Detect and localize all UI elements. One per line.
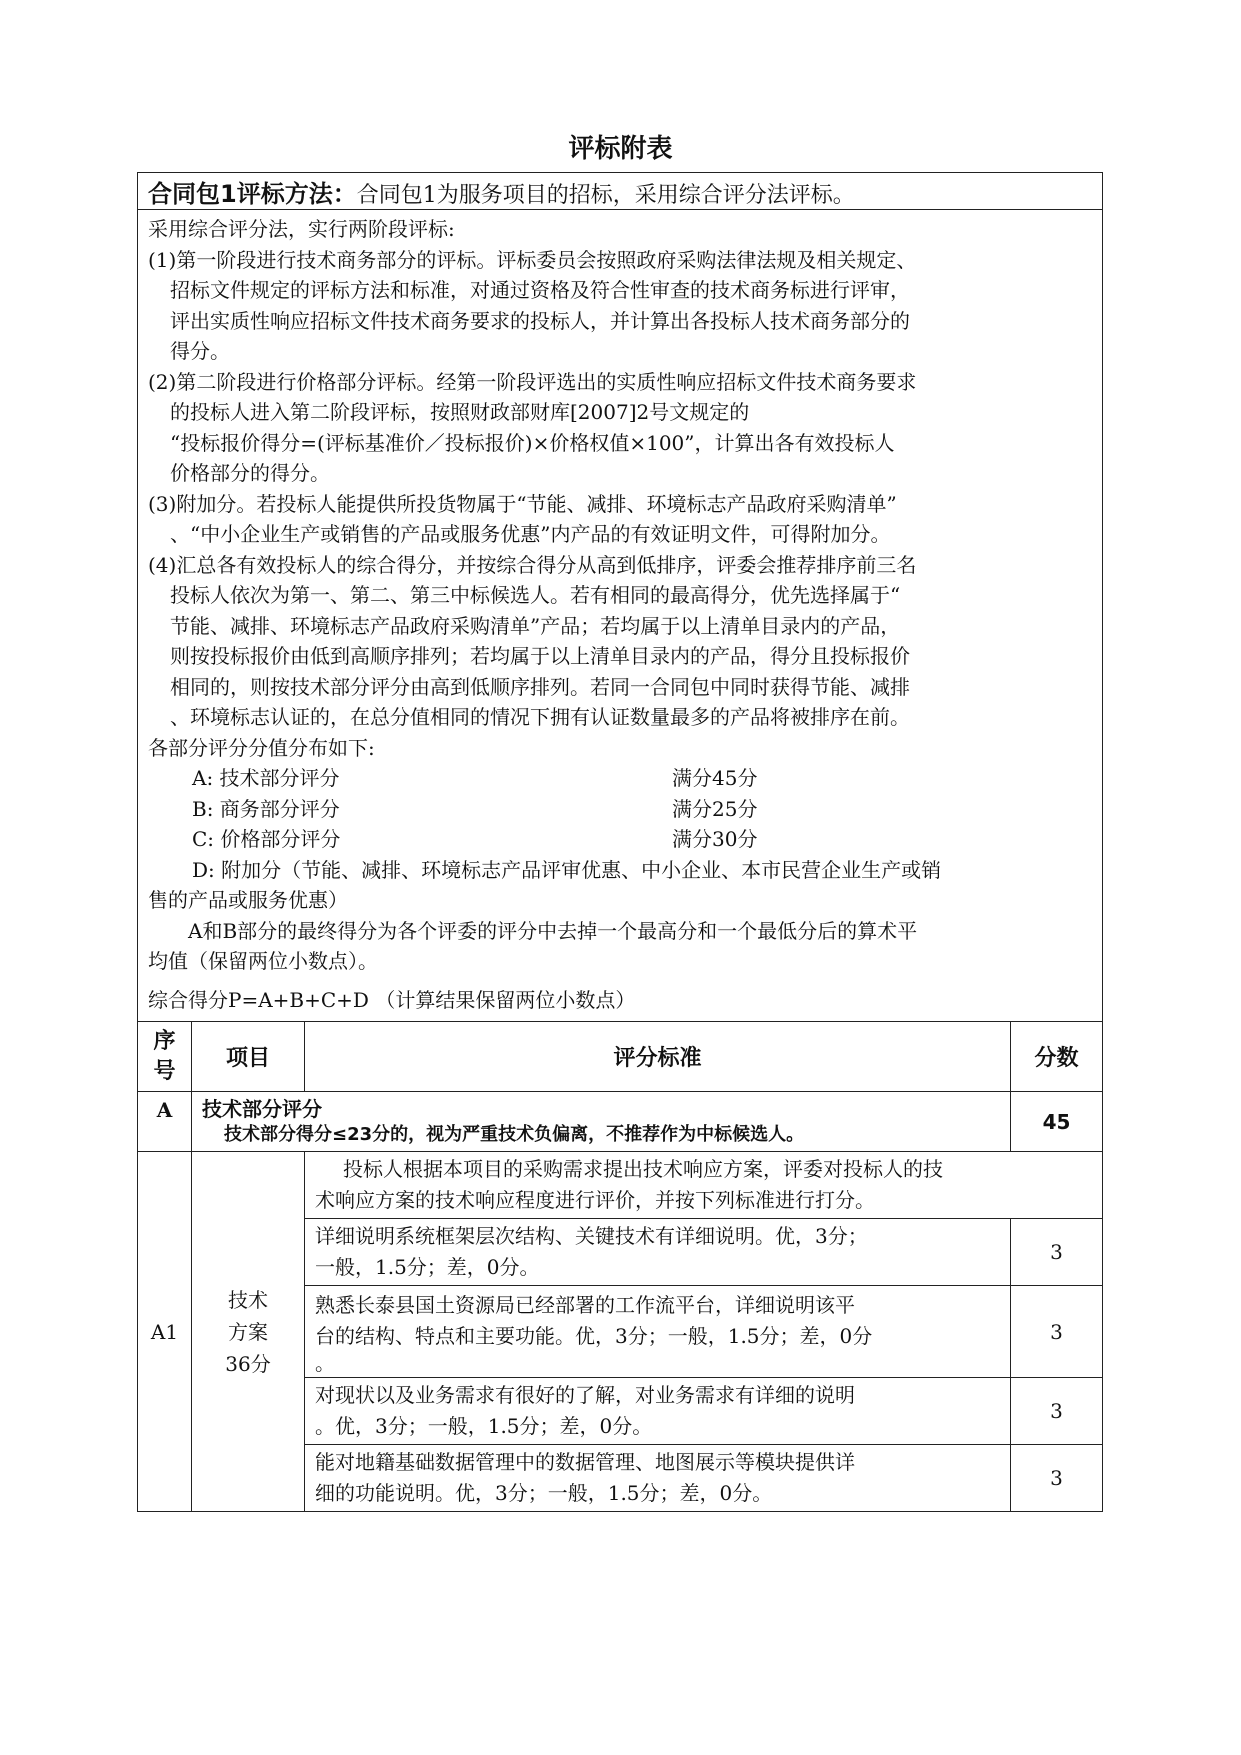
summary-line: 、环境标志认证的，在总分值相同的情况下拥有认证数量最多的产品将被排序在前。 bbox=[170, 705, 910, 729]
score-dist-value: 满分30分 bbox=[672, 827, 758, 851]
criterion-line: 一般，1.5分；差，0分。 bbox=[315, 1255, 540, 1279]
method-header-bold: 合同包1评标方法： bbox=[148, 179, 357, 208]
bonus-line: 、“中小企业生产或销售的产品或服务优惠”内产品的有效证明文件，可得附加分。 bbox=[170, 522, 891, 546]
bonus-dist-line: D: 附加分（节能、减排、环境标志产品评审优惠、中小企业、本市民营企业生产或销 bbox=[192, 857, 942, 882]
average-rule-line: 均值（保留两位小数点）。 bbox=[148, 949, 378, 973]
criterion-text bbox=[305, 1378, 1011, 1445]
stage2-line: 价格部分的得分。 bbox=[170, 461, 330, 485]
bonus-dist-line: 售的产品或服务优惠） bbox=[148, 888, 348, 912]
score-dist-value: 满分45分 bbox=[672, 766, 758, 790]
score-dist-b bbox=[148, 794, 1090, 825]
col-header-seq-2: 号 bbox=[153, 1058, 176, 1084]
col-header-standard: 评分标准 bbox=[305, 1022, 1011, 1092]
a1-project bbox=[192, 1152, 305, 1512]
stage1-line: (1)第一阶段进行技术商务部分的评标。评标委员会按照政府采购法律法规及相关规定、 bbox=[148, 247, 917, 272]
a1-intro-line: 术响应方案的技术响应程度进行评价，并按下列标准进行打分。 bbox=[315, 1188, 875, 1212]
a1-intro bbox=[305, 1152, 1103, 1219]
method-header-text: 合同包1为服务项目的招标，采用综合评分法评标。 bbox=[356, 182, 855, 208]
intro-cell bbox=[138, 210, 1103, 1022]
criterion-score: 3 bbox=[1011, 1286, 1103, 1378]
evaluation-table bbox=[137, 172, 1103, 1512]
col-header-score: 分数 bbox=[1011, 1022, 1103, 1092]
criterion-line: 台的结构、特点和主要功能。优，3分；一般，1.5分；差，0分 bbox=[315, 1323, 873, 1348]
stage1-line: 招标文件规定的评标方法和标准，对通过资格及符合性审查的技术商务标进行评审， bbox=[170, 278, 910, 302]
criterion-text bbox=[305, 1445, 1011, 1512]
criterion-line: 对现状以及业务需求有很好的了解，对业务需求有详细的说明 bbox=[315, 1383, 855, 1407]
section-a-seq: A bbox=[138, 1092, 192, 1152]
a1-project-line: 技术 bbox=[228, 1287, 268, 1312]
criterion-line: 熟悉长泰县国土资源局已经部署的工作流平台，详细说明该平 bbox=[315, 1292, 855, 1317]
header-row bbox=[138, 173, 1103, 210]
summary-line: 相同的，则按技术部分评分由高到低顺序排列。若同一合同包中同时获得节能、减排 bbox=[170, 674, 910, 699]
criterion-score: 3 bbox=[1011, 1445, 1103, 1512]
score-dist-label: C: 价格部分评分 bbox=[192, 827, 341, 851]
a1-intro-line: 投标人根据本项目的采购需求提出技术响应方案，评委对投标人的技 bbox=[343, 1157, 943, 1181]
score-dist-a bbox=[148, 763, 1090, 794]
stage1-line: 得分。 bbox=[170, 339, 230, 363]
criterion-line: 。优，3分；一般，1.5分；差，0分。 bbox=[315, 1414, 653, 1438]
a1-project-line: 方案 bbox=[228, 1319, 268, 1344]
section-a-row bbox=[138, 1092, 1103, 1152]
column-header-row bbox=[138, 1022, 1103, 1092]
intro-line: 采用综合评分法，实行两阶段评标: bbox=[148, 217, 455, 241]
summary-line: 节能、减排、环境标志产品政府采购清单”产品；若均属于以上清单目录内的产品， bbox=[170, 613, 901, 638]
average-rule-line: A和B部分的最终得分为各个评委的评分中去掉一个最高分和一个最低分后的算术平 bbox=[188, 918, 918, 943]
col-header-seq bbox=[138, 1022, 192, 1092]
score-dist-label: A: 技术部分评分 bbox=[192, 766, 340, 790]
col-header-project: 项目 bbox=[192, 1022, 305, 1092]
bonus-line: (3)附加分。若投标人能提供所投货物属于“节能、减排、环境标志产品政府采购清单” bbox=[148, 491, 897, 516]
criterion-line: 详细说明系统框架层次结构、关键技术有详细说明。优，3分； bbox=[315, 1224, 868, 1248]
distribution-heading: 各部分评分分值分布如下: bbox=[148, 735, 375, 760]
stage2-line: 的投标人进入第二阶段评标，按照财政部财库[2007]2号文规定的 bbox=[170, 400, 750, 424]
a1-project-line: 36分 bbox=[225, 1351, 271, 1376]
criterion-text bbox=[305, 1286, 1011, 1378]
summary-line: 投标人依次为第一、第二、第三中标候选人。若有相同的最高得分，优先选择属于“ bbox=[170, 583, 901, 607]
criterion-score: 3 bbox=[1011, 1219, 1103, 1286]
col-header-seq-1: 序 bbox=[153, 1028, 176, 1054]
score-dist-value: 满分25分 bbox=[672, 796, 758, 821]
a1-seq: A1 bbox=[138, 1152, 192, 1512]
score-dist-c bbox=[148, 824, 1090, 855]
criterion-line: 细的功能说明。优，3分；一般，1.5分；差，0分。 bbox=[315, 1481, 773, 1505]
page-title: 评标附表 bbox=[568, 134, 673, 164]
criterion-text bbox=[305, 1219, 1011, 1286]
section-a-note: 技术部分得分≤23分的，视为严重技术负偏离，不推荐作为中标候选人。 bbox=[224, 1123, 805, 1145]
stage2-line: (2)第二阶段进行价格部分评标。经第一阶段评选出的实质性响应招标文件技术商务要求 bbox=[148, 369, 917, 394]
section-a-title: 技术部分评分 bbox=[202, 1096, 322, 1121]
formula-line: 综合得分P=A+B+C+D （计算结果保留两位小数点） bbox=[148, 987, 636, 1012]
summary-line: 则按投标报价由低到高顺序排列；若均属于以上清单目录内的产品，得分且投标报价 bbox=[170, 644, 910, 668]
a1-intro-row bbox=[138, 1152, 1103, 1219]
summary-line: (4)汇总各有效投标人的综合得分，并按综合得分从高到低排序，评委会推荐排序前三名 bbox=[148, 552, 917, 577]
method-header bbox=[138, 173, 1103, 210]
section-a-title-cell bbox=[192, 1092, 1011, 1152]
score-dist-label: B: 商务部分评分 bbox=[192, 796, 340, 821]
criterion-score: 3 bbox=[1011, 1378, 1103, 1445]
criterion-line: 能对地籍基础数据管理中的数据管理、地图展示等模块提供详 bbox=[315, 1450, 855, 1474]
intro-row bbox=[138, 210, 1103, 1022]
criterion-line: 。 bbox=[315, 1350, 335, 1375]
section-a-score: 45 bbox=[1011, 1092, 1103, 1152]
stage2-line: “投标报价得分=(评标基准价／投标报价)×价格权值×100”，计算出各有效投标人 bbox=[170, 430, 895, 455]
stage1-line: 评出实质性响应招标文件技术商务要求的投标人，并计算出各投标人技术商务部分的 bbox=[170, 308, 910, 333]
